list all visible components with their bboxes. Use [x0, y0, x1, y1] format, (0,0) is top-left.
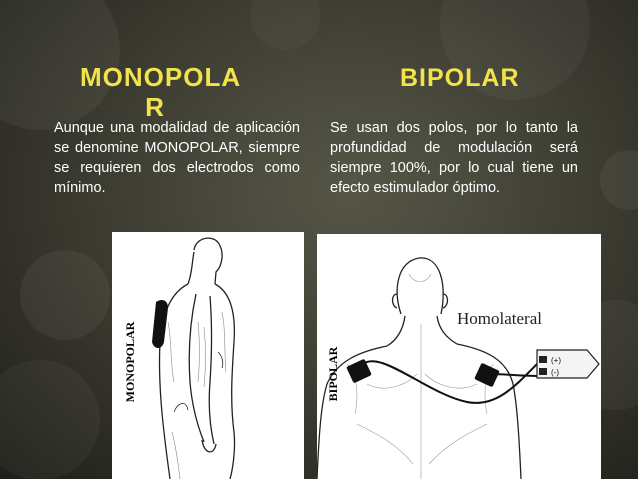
monopolar-title-part2: R: [145, 92, 165, 122]
bokeh-circle: [0, 360, 100, 479]
homolateral-caption: Homolateral: [457, 309, 542, 328]
neck-left: [387, 316, 405, 346]
bokeh-circle: [600, 150, 638, 210]
bipolar-vertical-label: BIPOLAR: [326, 346, 340, 402]
bipolar-figure: [317, 234, 601, 479]
terminal-minus-jack: [539, 368, 547, 375]
bokeh-circle: [20, 250, 110, 340]
arm-outline: [189, 294, 204, 442]
terminal-minus-label: (-): [551, 368, 559, 377]
head-outline: [397, 258, 443, 314]
bokeh-circle: [250, 0, 320, 50]
monopolar-vertical-label: MONOPOLAR: [123, 321, 137, 403]
terminal-plus-jack: [539, 356, 547, 363]
monopolar-title: [80, 62, 250, 122]
bipolar-description: Se usan dos polos, por lo tanto la profundidad de modulación será siempre 100%, por lo cual tiene un efecto estimulador óptimo.: [330, 120, 578, 196]
monopolar-title-part1: MONOPOLA: [80, 62, 242, 92]
bipolar-illustration: [317, 234, 601, 479]
monopolar-figure: [112, 232, 304, 479]
arm-inner: [209, 296, 214, 444]
shoulder-right: [457, 344, 521, 479]
monopolar-illustration: [112, 232, 304, 479]
head-outline: [194, 238, 222, 284]
monopolar-description: Aunque una modalidad de aplicación se denomine MONOPOLAR, siempre se requieren dos electrodos como mínimo.: [54, 120, 300, 196]
ear-left: [393, 294, 398, 308]
terminal-plus-label: (+): [551, 356, 561, 365]
neck-back: [188, 252, 194, 284]
front-outline: [215, 284, 235, 479]
neck-right: [437, 316, 457, 344]
bipolar-title: BIPOLAR: [400, 64, 520, 92]
electrode-pad: [152, 300, 168, 348]
